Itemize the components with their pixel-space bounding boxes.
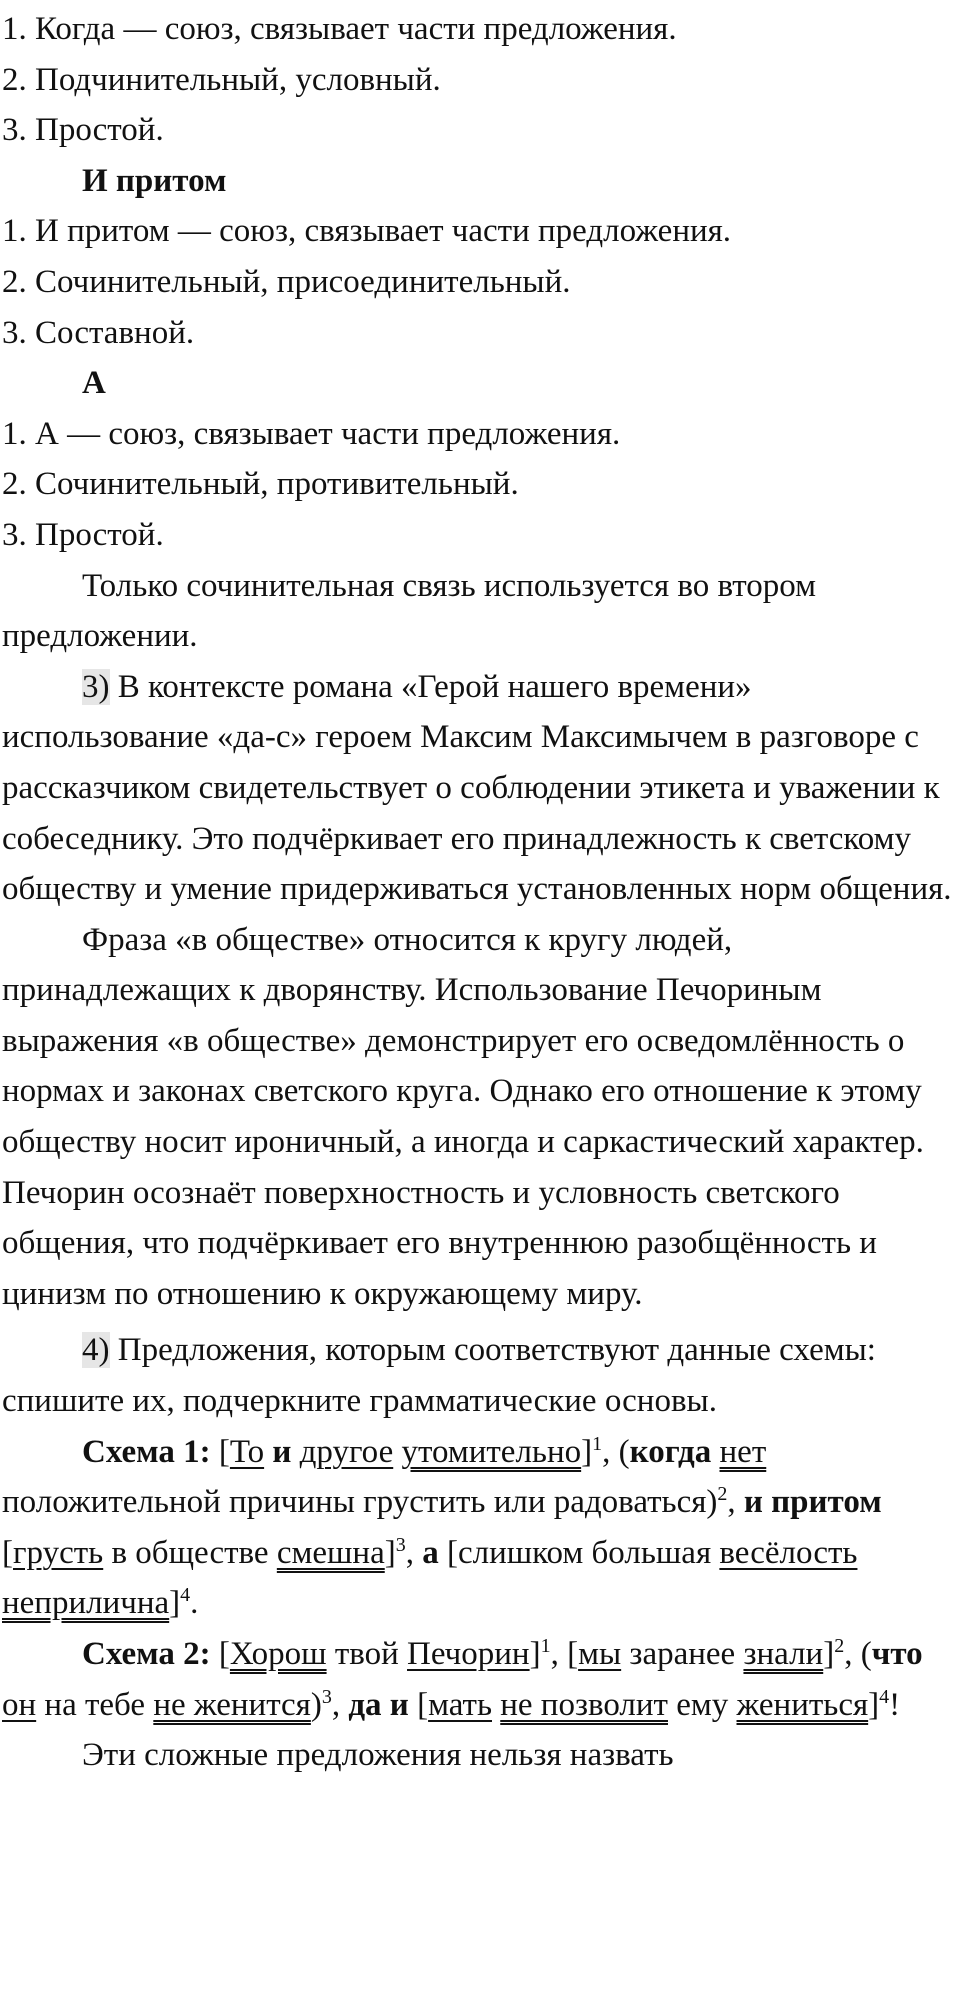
s1-conj-a: а xyxy=(422,1534,439,1571)
s1-text: ] xyxy=(384,1534,396,1571)
s2-predicate-4b: жениться xyxy=(736,1686,869,1723)
s1-text: , xyxy=(727,1484,744,1521)
s2-text: , ( xyxy=(844,1636,872,1672)
line-a-3: 3. Простой. xyxy=(2,516,164,553)
line-a-1: 1. А — союз, связывает части предложения. xyxy=(2,415,621,452)
s1-index-2: 2 xyxy=(717,1483,728,1506)
s2-predicate-4: не позволит xyxy=(500,1686,668,1723)
paragraph-4 xyxy=(2,1325,952,1426)
s2-index-3: 3 xyxy=(321,1685,332,1708)
line-iprit-1: 1. И притом — союз, связывает части предложения. xyxy=(2,213,732,250)
paragraph-4-text: Предложения, которым соответствуют данные схемы: спишите их, подчеркните грамматические основы. xyxy=(2,1332,876,1420)
s2-text: , xyxy=(331,1686,349,1723)
s1-subject-4: весёлость xyxy=(719,1534,858,1571)
scheme-1 xyxy=(2,1427,952,1629)
s1-index-3: 3 xyxy=(395,1533,406,1556)
paragraph-3 xyxy=(2,662,952,915)
line-kogda-2: 2. Подчинительный, условный. xyxy=(2,61,441,98)
line-kogda-1: 1. Когда — союз, связывает части предложения. xyxy=(2,11,677,47)
s1-text xyxy=(711,1434,719,1470)
s1-text: . xyxy=(190,1585,199,1622)
s1-text: , xyxy=(405,1534,423,1571)
s2-predicate-3: не женится xyxy=(153,1686,311,1723)
s2-subject-4: мать xyxy=(428,1686,492,1723)
s1-text: в обществе xyxy=(103,1534,277,1571)
s1-text: , ( xyxy=(602,1433,630,1470)
scheme-2-label: Схема 2: xyxy=(82,1636,211,1672)
s2-index-2: 2 xyxy=(834,1635,845,1657)
line-kogda-3: 3. Простой. xyxy=(2,112,164,149)
s2-text: твой xyxy=(326,1636,408,1672)
s2-predicate-1: Хорош xyxy=(229,1636,327,1672)
s2-subject-1: Печорин xyxy=(407,1636,530,1672)
paragraph-only-coordinating: Только сочинительная связь используется во втором предложении. xyxy=(2,567,816,655)
paragraph-3-text: В контексте романа «Герой нашего времени» использование «да-с» героем Максим Максимычем в разговоре с рассказчиком свидетельствует о соблюдении этикета и уважении к собеседнику. Это подчёркивает его принадлежность к светскому обществу и умение придерживаться установленных норм общения. xyxy=(2,668,952,908)
s2-text: ему xyxy=(667,1686,737,1723)
scheme-1-label: Схема 1: xyxy=(82,1433,211,1470)
s2-text: ) xyxy=(310,1686,322,1723)
s2-text: заранее xyxy=(621,1636,744,1672)
s2-subject-3: он xyxy=(2,1686,37,1723)
line-iprit-3: 3. Составной. xyxy=(2,314,195,351)
heading-i-pritom: И притом xyxy=(82,162,227,199)
s2-text: , [ xyxy=(550,1636,579,1672)
s2-text xyxy=(492,1687,500,1723)
s1-index-1: 1 xyxy=(592,1432,603,1455)
s2-text: ! xyxy=(889,1686,901,1723)
s1-conj-i-pritom: и притом xyxy=(743,1484,882,1521)
paragraph-fraza: Фраза «в обществе» относится к кругу людей, принадлежащих к дворянству. Использование Печориным выражения «в обществе» демонстрирует его осведомлённость о нормах и законах светского круга. Однако его отношение к этому обществу носит ироничный, а иногда и саркастический характер. Печорин осознаёт поверхностность и условность светского общения, что подчёркивает его внутреннюю разобщённость и цинизм по отношению к окружающему миру. xyxy=(2,921,924,1312)
s2-text: ] xyxy=(823,1636,835,1672)
s2-subject-2: мы xyxy=(578,1636,622,1672)
s1-conj-kogda: когда xyxy=(629,1433,712,1470)
s1-predicate-3: смешна xyxy=(276,1534,385,1571)
s1-conj-i: и xyxy=(272,1433,292,1470)
s1-text: [ xyxy=(210,1433,230,1470)
s1-subject-1: То xyxy=(229,1433,265,1470)
s2-predicate-2: знали xyxy=(743,1636,824,1672)
s1-text: [слишком большая xyxy=(438,1534,720,1571)
s1-subject-3: грусть xyxy=(13,1534,104,1571)
s1-text: ] xyxy=(581,1433,593,1470)
line-iprit-2: 2. Сочинительный, присоединительный. xyxy=(2,263,571,300)
scheme-2 xyxy=(2,1629,952,1730)
s2-text: ] xyxy=(529,1636,541,1672)
s1-predicate-1: утомительно xyxy=(401,1433,582,1470)
task-number-3: 3) xyxy=(82,668,110,705)
task-number-4: 4) xyxy=(82,1332,110,1369)
s2-index-1: 1 xyxy=(540,1635,551,1657)
s2-conj-da-i: да и xyxy=(348,1686,409,1723)
heading-a: А xyxy=(82,365,106,402)
s1-predicate-4: неприлична xyxy=(2,1585,170,1622)
s1-text: положительной причины грустить или радоваться) xyxy=(2,1484,718,1521)
s1-text: ] xyxy=(169,1585,181,1622)
s2-conj-chto: что xyxy=(871,1636,923,1672)
s2-text: ] xyxy=(868,1686,880,1723)
s1-index-4: 4 xyxy=(180,1584,191,1607)
paragraph-last: Эти сложные предложения нельзя назвать xyxy=(82,1737,674,1774)
s1-predicate-2: нет xyxy=(719,1433,767,1470)
s2-text: [ xyxy=(210,1636,230,1672)
s1-subject-2: другое xyxy=(299,1433,394,1470)
s2-text: на тебе xyxy=(36,1686,154,1723)
s2-index-4: 4 xyxy=(879,1685,890,1708)
s2-text: [ xyxy=(408,1686,429,1723)
s1-text xyxy=(291,1434,299,1470)
line-a-2: 2. Сочинительный, противительный. xyxy=(2,466,519,503)
s1-text: [ xyxy=(2,1534,13,1571)
